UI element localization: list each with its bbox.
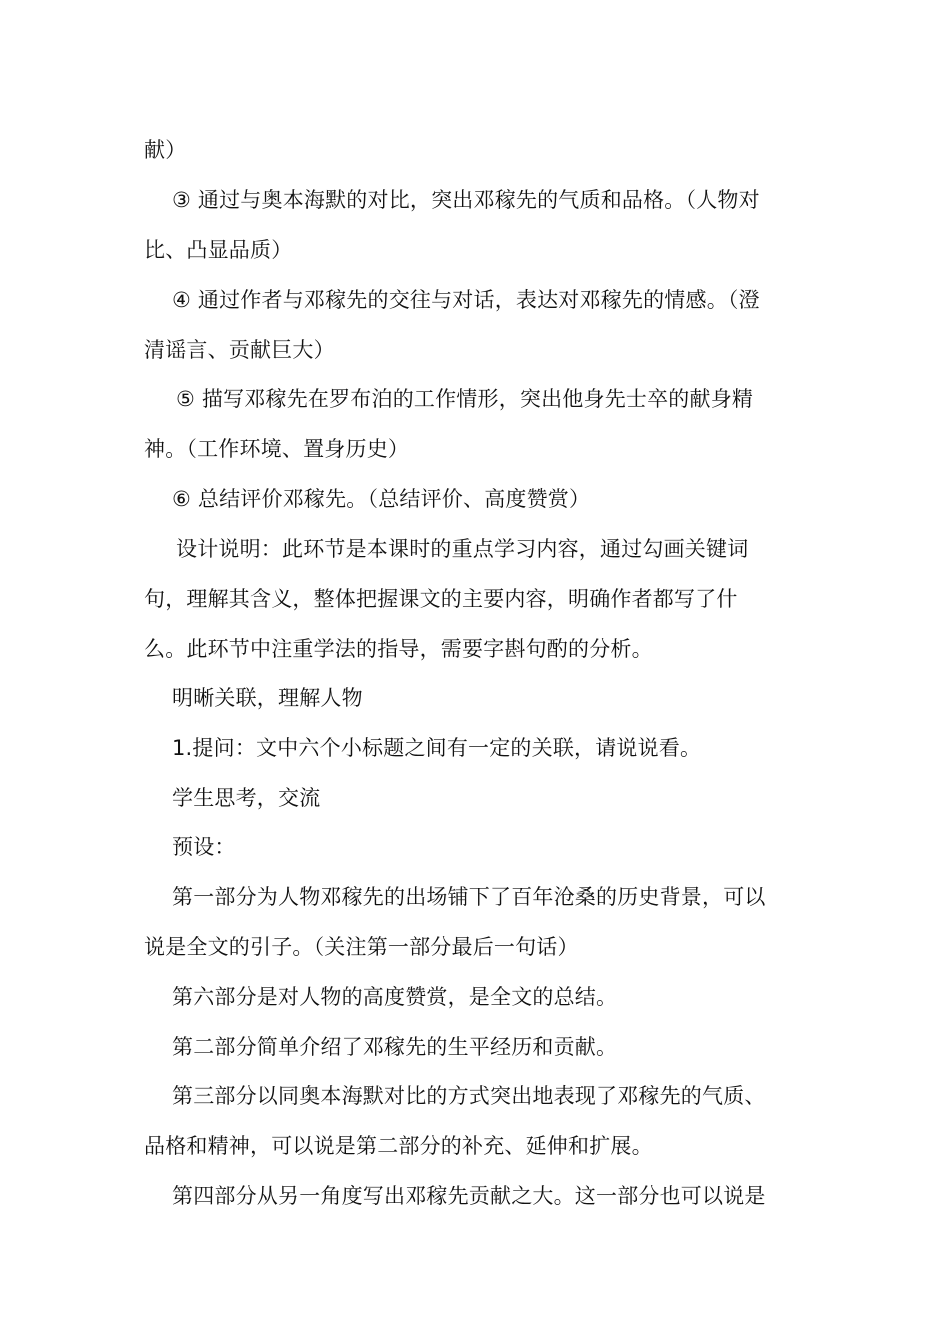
text-line-13: 1.提问：文中六个小标题之间有一定的关联，请说说看。: [172, 736, 702, 760]
text-line-7: 神。（工作环境、置身历史）: [144, 437, 410, 461]
text-line-3: 比、凸显品质）: [144, 238, 293, 262]
text-line-10: 句，理解其含义，整体把握课文的主要内容，明确作者都写了什: [144, 587, 738, 611]
text-line-15: 预设：: [172, 835, 236, 859]
text-line-20: 第三部分以同奥本海默对比的方式突出地表现了邓稼先的气质、: [172, 1084, 766, 1108]
text-line-11: 么。此环节中注重学法的指导，需要字斟句酌的分析。: [144, 637, 653, 661]
text-line-6: ⑤ 描写邓稼先在罗布泊的工作情形，突出他身先士卒的献身精: [176, 387, 754, 411]
text-line-17: 说是全文的引子。（关注第一部分最后一句话）: [144, 935, 579, 959]
text-line-14: 学生思考，交流: [172, 786, 321, 810]
text-line-22: 第四部分从另一角度写出邓稼先贡献之大。这一部分也可以说是: [172, 1184, 766, 1208]
text-line-5: 清谣言、贡献巨大）: [144, 338, 335, 362]
text-line-2: ③ 通过与奥本海默的对比，突出邓稼先的气质和品格。（人物对: [172, 188, 760, 212]
text-line-8: ⑥ 总结评价邓稼先。（总结评价、高度赞赏）: [172, 487, 591, 511]
text-line-19: 第二部分简单介绍了邓稼先的生平经历和贡献。: [172, 1035, 618, 1059]
text-line-4: ④ 通过作者与邓稼先的交往与对话，表达对邓稼先的情感。（澄: [172, 288, 760, 312]
text-line-16: 第一部分为人物邓稼先的出场铺下了百年沧桑的历史背景，可以: [172, 885, 766, 909]
section-heading: 明晰关联，理解人物: [172, 686, 363, 710]
text-line-9: 设计说明：此环节是本课时的重点学习内容，通过勾画关键词: [176, 537, 749, 561]
text-line-21: 品格和精神，可以说是第二部分的补充、延伸和扩展。: [144, 1134, 653, 1158]
text-line-1: 献）: [144, 138, 187, 162]
text-line-18: 第六部分是对人物的高度赞赏，是全文的总结。: [172, 985, 618, 1009]
